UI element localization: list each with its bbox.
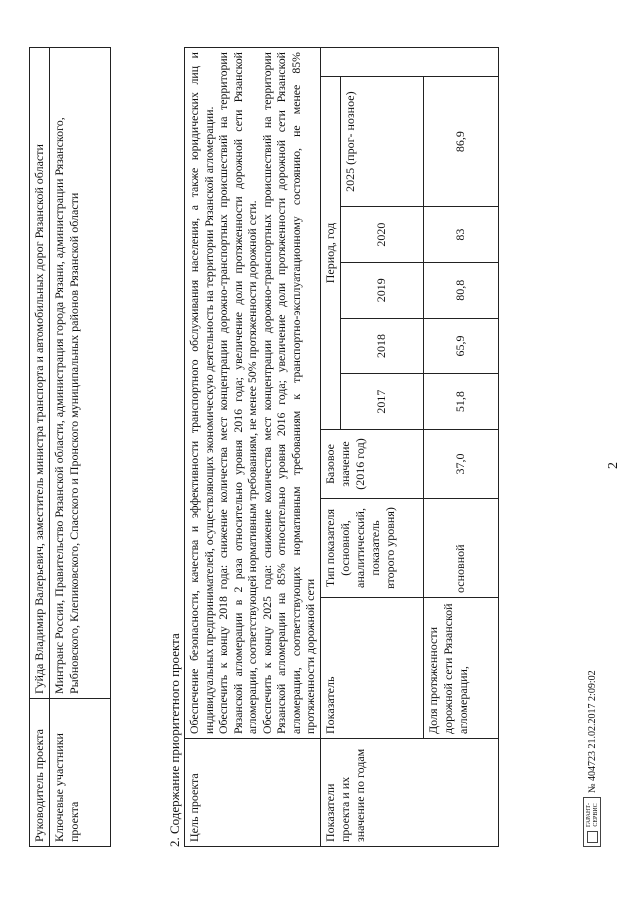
goal-label: Цель проекта [185,739,321,847]
label-cell: Руководитель проекта [30,699,50,847]
header-year: 2018 [340,318,423,374]
header-period: Период, год [320,77,340,430]
header-year: 2019 [340,262,423,318]
row-value: 51,8 [423,374,498,430]
goal-paragraph: Обеспечение безопасности, качества и эффективности транспортного обслуживания населения, а также юридических лиц и индивидуальных предпринимателей, осуществляющих экономическую деятельность на территории Рязанской агломерации. [187,52,216,734]
stamp-icon [587,831,598,843]
page-number: 2 [606,462,621,469]
table-row [423,48,498,847]
document-footnote: № 404723 21.02.2017 2:09:02 [587,670,598,793]
table-row [30,48,50,847]
label-cell: Ключевые участники проекта [50,699,111,847]
goal-paragraph: Обеспечить к концу 2025 года: снижение количества мест концентрации дорожно-транспортных происшествий на территории Рязанской агломерации на 85% относительно уровня 2016 года; увеличение доли протяженности дорожной сети Рязанской агломерации, соответствующих нормативным требованиям к транспортно-эксплуатационному состоянию, не менее 85% протяженности дорожной сети [259,52,317,734]
table-row [185,48,321,847]
indicators-label: Показатели проекта и их значение по годам [320,739,498,847]
table-row [50,48,111,847]
header-year: 2025 (прог- нозное) [340,77,423,207]
row-value: 83 [423,207,498,263]
section-heading: 2. Содержание приоритетного проекта [167,633,182,847]
goal-paragraph: Обеспечить к концу 2018 года: снижение количества мест концентрации дорожно-транспортных происшествий на территории Рязанской агломерации в 2 раза относительно уровня 2016 года; увеличение доли протяженности дорожной сети Рязанской агломерации, соответствующей нормативным требованиям, не менее 50% протяженности дорожной сети. [216,52,259,734]
header-year: 2017 [340,374,423,430]
spacer-cell [320,48,498,77]
project-content-table [184,47,499,847]
row-indicator: Доля протяженности дорожной сети Рязанской агломерации, [423,598,498,739]
stamp-text: ГАРАНТ-СЕРВИС [586,802,599,828]
header-indicator: Показатель [320,598,423,739]
responsibility-table [29,47,111,847]
row-value: 65,9 [423,318,498,374]
row-type: основной [423,499,498,598]
header-type: Тип показателя (основной, аналитический, показатель второго уровня) [320,499,423,598]
row-base: 37,0 [423,430,498,499]
stamp-logo [583,797,601,847]
value-cell: Минтранс России, Правительство Рязанской области, администрация города Рязани, администрации Рязанского, Рыбновского, Клепиковского, Спасского и Пронского муниципальных районов Рязанской области [50,48,111,699]
header-base: Базовое значение (2016 год) [320,430,423,499]
table-row [320,48,340,847]
row-value: 80,8 [423,262,498,318]
header-year: 2020 [340,207,423,263]
row-value: 86,9 [423,77,498,207]
goal-text [185,48,321,739]
value-cell: Гуйда Владимир Валерьевич, заместитель министра транспорта и автомобильных дорог Рязанской области [30,48,50,699]
